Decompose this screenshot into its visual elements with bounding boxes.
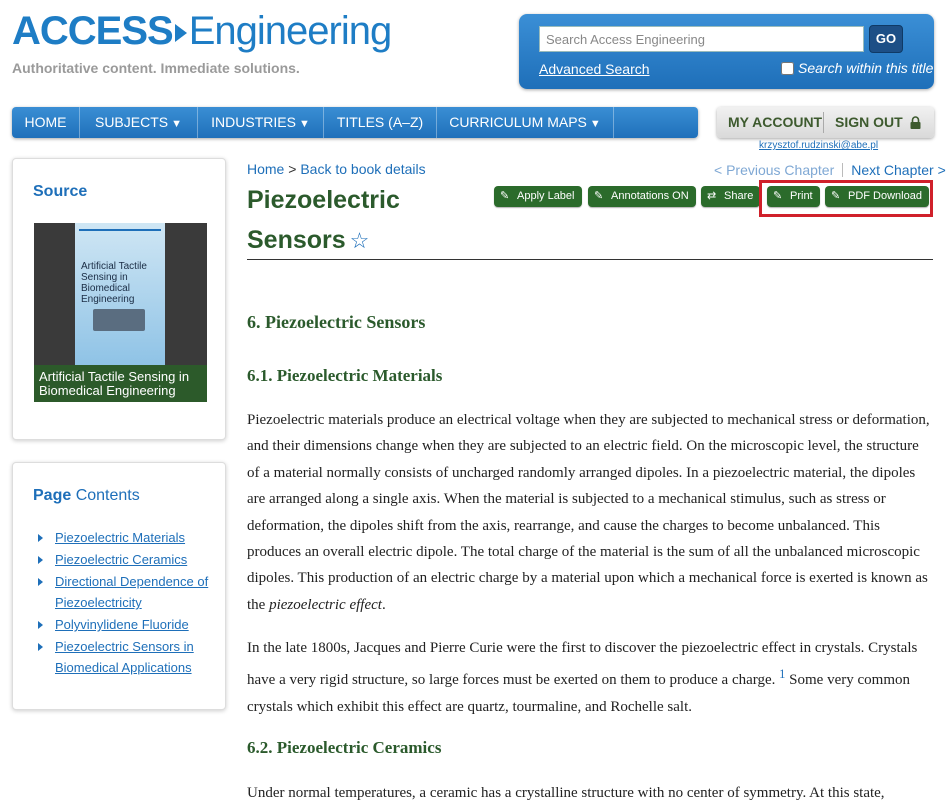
book-cover[interactable] — [34, 223, 207, 402]
book-cover-illustration — [93, 309, 145, 331]
print-text: Print — [790, 190, 813, 202]
advanced-search-link[interactable]: Advanced Search — [539, 61, 650, 77]
paragraph: Under normal temperatures, a ceramic has a crystalline structure with no center of symmetry. At this state, — [247, 785, 885, 801]
shuffle-share-icon: ⇄ — [707, 190, 717, 202]
paragraph-emphasis: piezoelectric effect — [269, 596, 382, 613]
paragraph-end: . — [381, 596, 386, 613]
share-text: Share — [724, 190, 754, 202]
annotations-toggle-button[interactable] — [588, 186, 696, 207]
book-cover-image — [75, 223, 165, 365]
search-go-button[interactable]: GO — [869, 25, 903, 53]
source-panel — [12, 158, 226, 440]
toc-link-biomedical-applications[interactable]: Piezoelectric Sensors in Biomedical Applications — [55, 639, 194, 675]
search-input[interactable] — [539, 26, 864, 52]
nav-industries[interactable] — [198, 107, 324, 138]
chevron-down-icon: ▼ — [298, 118, 310, 130]
pencil-icon: ✎ — [594, 190, 604, 202]
paragraph-text: In the late 1800s, Jacques and Pierre Curie were the first to discover the piezoelectric effect in crystals. Crystals have a very rigid structure, so large forces must be exerted on them to produce a charge. — [247, 640, 918, 689]
pencil-icon: ✎ — [773, 190, 783, 202]
logo-access-text: ACCESS — [12, 9, 173, 53]
toc-list — [36, 527, 221, 679]
search-panel — [519, 14, 934, 89]
paragraph — [247, 635, 935, 720]
account-bar — [717, 107, 934, 138]
nav-subjects[interactable] — [80, 107, 198, 138]
toc-item — [36, 527, 221, 548]
breadcrumb — [247, 161, 426, 177]
lock-icon — [910, 116, 921, 129]
chapter-nav-divider — [842, 163, 843, 177]
section-heading-ceramics: 6.2. Piezoelectric Ceramics — [247, 738, 442, 757]
breadcrumb-home-link[interactable]: Home — [247, 161, 285, 177]
page-contents-heading-bold: Page — [33, 487, 72, 504]
annotations-text: Annotations ON — [611, 190, 689, 202]
nav-industries-label: INDUSTRIES — [211, 114, 296, 130]
search-within-label: Search within this title — [798, 60, 934, 76]
account-divider — [823, 112, 824, 133]
footnote-link[interactable]: 1 — [779, 667, 786, 682]
logo-arrow-icon — [175, 24, 187, 42]
pencil-icon: ✎ — [831, 190, 841, 202]
section-heading-materials: 6.1. Piezoelectric Materials — [247, 366, 443, 385]
paragraph — [247, 407, 935, 618]
favorite-star-icon[interactable]: ☆ — [349, 228, 370, 253]
user-email-link[interactable]: krzysztof.rudzinski@abe.pl — [759, 140, 879, 151]
search-within-checkbox[interactable] — [781, 62, 794, 75]
toc-link-directional-dependence[interactable]: Directional Dependence of Piezoelectricity — [55, 574, 209, 610]
logo-wordmark — [12, 8, 391, 54]
apply-label-button[interactable] — [494, 186, 582, 207]
page-contents-heading-rest: Contents — [71, 487, 140, 504]
chevron-down-icon: ▼ — [171, 118, 182, 130]
pencil-icon: ✎ — [500, 190, 510, 202]
toc-item — [36, 549, 221, 570]
site-logo[interactable] — [12, 8, 392, 78]
nav-home-label: HOME — [24, 114, 67, 130]
paragraph-text: Some very common crystals which exhibit this effect are quartz, tourmaline, and Rochelle salt. — [247, 672, 910, 715]
paragraph-text: Piezoelectric materials produce an electrical voltage when they are subjected to mechanical stress or deformation, and their dimensions change when they are subjected to an electric field. On the microscopic level, the structure of a material normally consists of uncharged randomly arranged dipoles. In a piezoelectric material, the dipoles are arranged along a single axis. When the material is subjected to a mechanical stimulus, such as stress or deformation, the dipoles shift from the axis, rearrange, and cause the charges to become unbalanced. This produces an overall electric dipole. The total charge of the material is the sum of all the unbalanced microscopic dipoles. This production of an electric charge by a material upon which a mechanical force is exerted is known as the — [247, 412, 930, 613]
apply-label-text: Apply Label — [517, 190, 575, 202]
toc-link-piezoelectric-materials[interactable]: Piezoelectric Materials — [55, 530, 186, 545]
toc-item — [36, 614, 221, 635]
page-contents-heading — [33, 487, 140, 505]
page-title — [247, 180, 477, 261]
main-nav — [12, 107, 698, 138]
book-cover-title: Artificial Tactile Sensing in Biomedical Engineering — [81, 261, 147, 305]
share-button[interactable] — [701, 186, 760, 207]
breadcrumb-separator: > — [284, 161, 301, 177]
page-contents-panel — [12, 462, 226, 710]
chevron-down-icon: ▼ — [589, 118, 601, 130]
search-within-title[interactable] — [781, 60, 933, 76]
nav-curriculum-maps[interactable] — [437, 107, 614, 138]
nav-titles-label: TITLES (A–Z) — [336, 114, 424, 130]
toc-item — [36, 636, 221, 678]
my-account-button[interactable]: MY ACCOUNT — [728, 114, 823, 130]
chapter-heading: 6. Piezoelectric Sensors — [247, 312, 426, 332]
source-heading: Source — [33, 183, 88, 200]
book-title-caption: Artificial Tactile Sensing in Biomedical Engineering — [34, 365, 207, 402]
pdf-download-text: PDF Download — [848, 190, 922, 202]
chapter-nav — [714, 162, 946, 178]
breadcrumb-book-link[interactable]: Back to book details — [300, 161, 426, 177]
nav-titles[interactable] — [324, 107, 437, 138]
page-title-text: Piezoelectric Sensors — [247, 186, 400, 254]
logo-tagline: Authoritative content. Immediate solutions. — [12, 60, 300, 76]
toc-item — [36, 571, 221, 613]
nav-curriculum-label: CURRICULUM MAPS — [449, 114, 587, 130]
sign-out-button[interactable]: SIGN OUT — [835, 114, 903, 130]
toc-link-piezoelectric-ceramics[interactable]: Piezoelectric Ceramics — [55, 552, 188, 567]
nav-subjects-label: SUBJECTS — [94, 114, 169, 130]
book-cover-stripe — [79, 229, 161, 231]
previous-chapter-link[interactable]: < Previous Chapter — [714, 162, 835, 178]
highlight-box — [759, 180, 933, 217]
logo-engineering-text: Engineering — [188, 9, 392, 53]
next-chapter-link[interactable]: Next Chapter > — [851, 162, 946, 178]
title-divider — [247, 259, 933, 260]
nav-home[interactable] — [12, 107, 80, 138]
toc-link-pvdf[interactable]: Polyvinylidene Fluoride — [55, 617, 189, 632]
